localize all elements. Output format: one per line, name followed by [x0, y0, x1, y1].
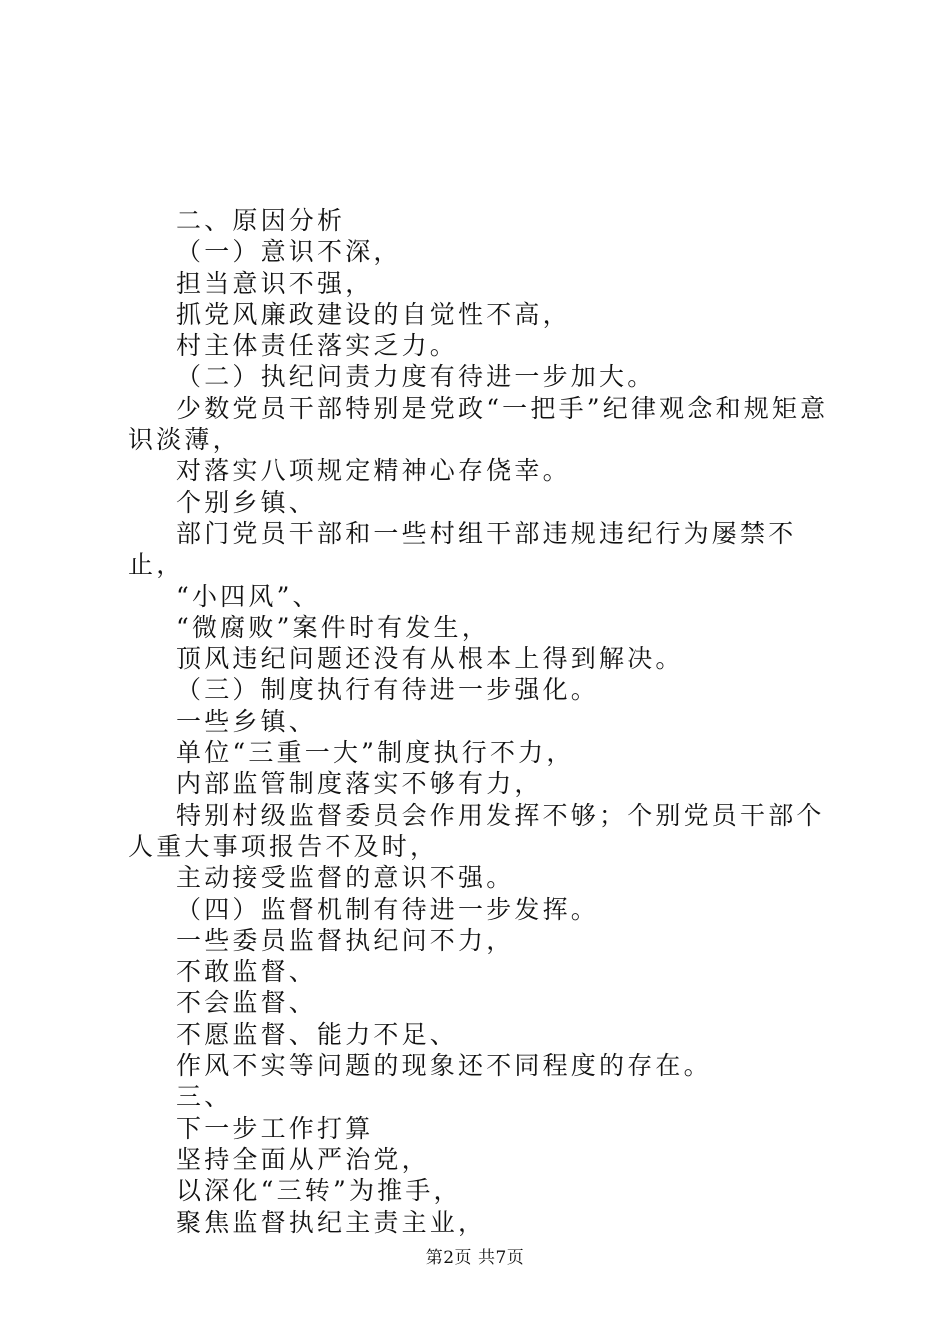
paragraph: 部门党员干部和一些村组干部违规违纪行为屡禁不止，: [128, 518, 797, 580]
paragraph: 坚持全面从严治党，: [176, 1144, 430, 1174]
paragraph: （二）执纪问责力度有待进一步加大。: [176, 362, 656, 392]
paragraph: 村主体责任落实乏力。: [176, 331, 459, 361]
paragraph: （四）监督机制有待进一步发挥。: [176, 894, 600, 924]
paragraph: 一些乡镇、: [176, 706, 318, 736]
paragraph: 担当意识不强，: [176, 268, 374, 298]
paragraph: 二、原因分析: [176, 206, 346, 235]
paragraph: 不愿监督、能力不足、: [176, 1019, 459, 1049]
paragraph: 个别乡镇、: [176, 487, 318, 517]
paragraph: 不敢监督、: [176, 957, 318, 987]
paragraph: 内部监管制度落实不够有力，: [176, 769, 543, 799]
page-number: 第2页 共7页: [425, 1248, 525, 1268]
paragraph: 以深化“三转”为推手，: [176, 1176, 462, 1206]
paragraph: 三、: [176, 1082, 233, 1112]
paragraph: 不会监督、: [176, 988, 318, 1018]
paragraph: 少数党员干部特别是党政“一把手”纪律观念和规矩意识淡薄，: [128, 393, 829, 455]
paragraph: 对落实八项规定精神心存侥幸。: [176, 456, 571, 486]
paragraph: 聚焦监督执纪主责主业，: [176, 1207, 487, 1237]
paragraph: 特别村级监督委员会作用发挥不够；个别党员干部个人重大事项报告不及时，: [128, 800, 825, 861]
paragraph: “微腐败”案件时有发生，: [176, 612, 490, 642]
paragraph: 主动接受监督的意识不强。: [176, 863, 515, 893]
paragraph: 顶风违纪问题还没有从根本上得到解决。: [176, 644, 684, 674]
paragraph: 一些委员监督执纪问不力，: [176, 925, 515, 955]
paragraph: （三）制度执行有待进一步强化。: [176, 675, 600, 705]
paragraph: 下一步工作打算: [176, 1113, 374, 1143]
paragraph: （一）意识不深，: [176, 237, 402, 267]
paragraph: “小四风”、: [176, 581, 321, 611]
paragraph: 作风不实等问题的现象还不同程度的存在。: [176, 1051, 712, 1081]
paragraph: 单位“三重一大”制度执行不力，: [176, 738, 575, 768]
paragraph: 抓党风廉政建设的自觉性不高，: [176, 299, 571, 329]
page-footer: [0, 1243, 950, 1268]
document-body: [128, 205, 840, 1238]
